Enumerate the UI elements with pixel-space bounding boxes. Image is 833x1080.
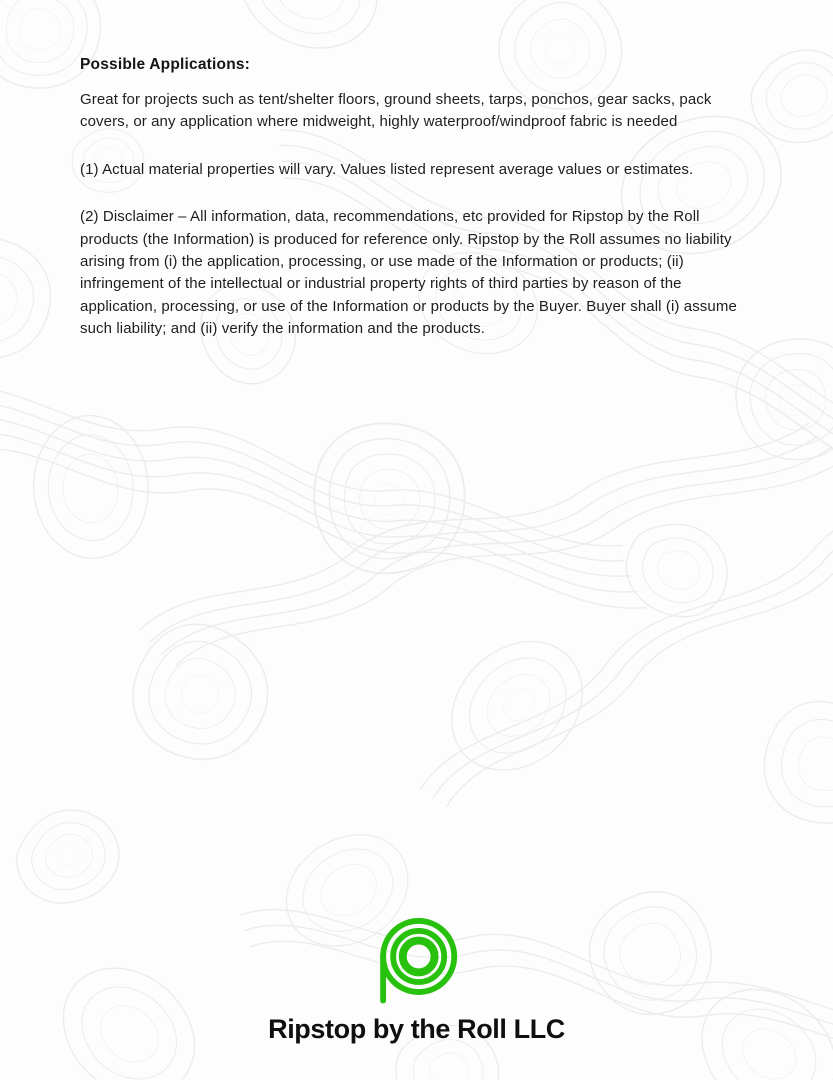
note-2-disclaimer-paragraph: (2) Disclaimer – All information, data, recommendations, etc provided for Ripstop by the Roll products (the Information) is produced for reference only. Ripstop by the Roll assumes no liability arising from (i) the application, processing, or use made of the Information or products; (ii) infringement of the intellectual or industrial property rights of third parties by reason of the application, processing, or use of the Information or products by the Buyer. Buyer shall (i) assume such liability; and (ii) verify the information and the products. bbox=[80, 208, 737, 338]
section-heading: Possible Applications: bbox=[80, 56, 251, 73]
company-name: Ripstop by the Roll LLC bbox=[268, 1014, 565, 1044]
document-content bbox=[80, 54, 758, 341]
logo-inner-ring bbox=[402, 941, 434, 973]
ripstop-roll-p-spiral-logo-icon bbox=[375, 918, 459, 1005]
note-1-paragraph: (1) Actual material properties will vary. Values listed represent average values or estimates. bbox=[80, 160, 694, 178]
applications-paragraph: Great for projects such as tent/shelter floors, ground sheets, tarps, ponchos, gear sacks, pack covers, or any application where midweight, highly waterproof/windproof fabric is needed bbox=[80, 91, 712, 131]
footer bbox=[0, 918, 833, 1046]
